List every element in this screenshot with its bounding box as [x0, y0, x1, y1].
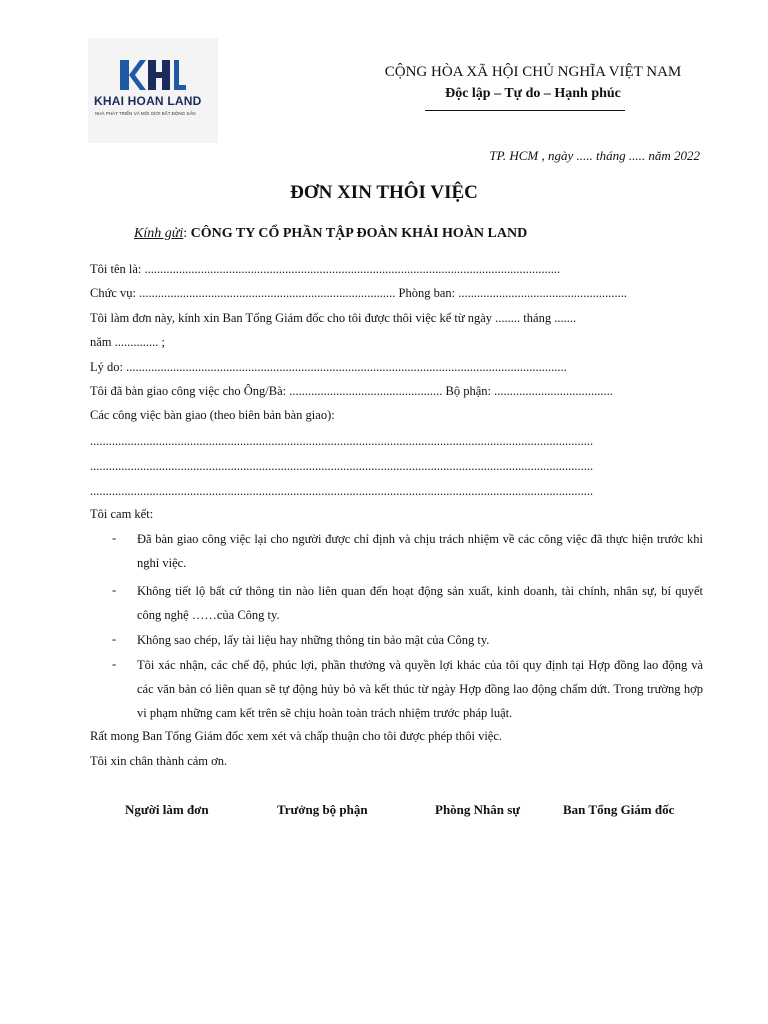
closing-request: Rất mong Ban Tổng Giám đốc xem xét và chấp thuận cho tôi được phép thôi việc.: [90, 729, 503, 743]
document-title: ĐƠN XIN THÔI VIỆC: [290, 182, 478, 203]
dotted-line-3: .................................................................................................................................................................: [90, 484, 594, 498]
commit-item-1: Đã bàn giao công việc lại cho người được chỉ định và chịu trách nhiệm về các công việc đã thực hiện trước khi nghỉ việc.: [137, 532, 703, 570]
bullet-dash: -: [112, 583, 117, 597]
khl-logo-mark-icon: [120, 58, 186, 92]
signature-department-head: Trưởng bộ phận: [277, 802, 368, 817]
closing-thanks: Tôi xin chân thành cảm ơn.: [90, 754, 228, 768]
logo-tagline: NHÀ PHÁT TRIỂN VÀ MÔI GIỚI BẤT ĐỘNG SẢN: [95, 111, 196, 116]
commit-label: Tôi cam kết:: [90, 507, 154, 521]
signature-hr: Phòng Nhân sự: [435, 802, 521, 817]
resign-request-line: Tôi làm đơn này, kính xin Ban Tổng Giám đốc cho tôi được thôi việc kể từ ngày ........ tháng .......: [90, 311, 577, 325]
dotted-line-2: .................................................................................................................................................................: [90, 459, 594, 473]
recipient-company: CÔNG TY CỔ PHẦN TẬP ĐOÀN KHẢI HOÀN LAND: [190, 226, 528, 241]
dotted-line-1: .................................................................................................................................................................: [90, 434, 594, 448]
motto-underline: [425, 110, 625, 111]
reason-field: Lý do: .............................................................................................................................................: [90, 360, 567, 374]
recipient-label: Kính gửi: [134, 226, 184, 241]
year-line: năm .............. ;: [90, 335, 165, 349]
bullet-dash: -: [112, 657, 117, 671]
commit-item-3: Không sao chép, lấy tài liệu hay những thông tin bảo mật của Công ty.: [137, 633, 490, 647]
name-field: Tôi tên là: .....................................................................................................................................: [90, 262, 561, 276]
position-department-field: Chức vụ: .................................................................................. Phòng ban: ......................................................: [90, 286, 627, 300]
national-motto: Độc lập – Tự do – Hạnh phúc: [445, 86, 621, 101]
recipient-line: Kính gửi: CÔNG TY CỔ PHẦN TẬP ĐOÀN KHẢI HOÀN LAND: [134, 226, 528, 241]
signature-applicant: Người làm đơn: [125, 802, 209, 817]
place-date-line: TP. HCM , ngày ..... tháng ..... năm 2022: [489, 148, 700, 163]
commit-item-4: Tôi xác nhận, các chế độ, phúc lợi, phần thưởng và quyền lợi khác của tôi quy định tại Hợp đồng lao động và các văn bản có liên quan sẽ tự động hủy bỏ và kết thúc từ ngày Hợp đồng lao động chấm dứt. Trong trường hợp vi phạm những cam kết trên sẽ chịu hoàn toàn trách nhiệm trước pháp luật.: [137, 658, 703, 720]
signature-board-director: Ban Tổng Giám đốc: [563, 802, 675, 817]
company-logo: [88, 38, 218, 143]
national-title: CỘNG HÒA XÃ HỘI CHỦ NGHĨA VIỆT NAM: [384, 64, 682, 80]
logo-brand-text: KHAI HOAN LAND: [94, 94, 202, 108]
handover-field: Tôi đã bàn giao công việc cho Ông/Bà: ................................................. Bộ phận: ......................................: [90, 384, 613, 398]
handover-tasks-label: Các công việc bàn giao (theo biên bản bàn giao):: [90, 408, 335, 422]
commit-item-2: Không tiết lộ bất cứ thông tin nào liên quan đến hoạt động sản xuất, kinh doanh, tài chính, nhân sự, bí quyết công nghệ ……của Công ty.: [137, 584, 703, 622]
bullet-dash: -: [112, 632, 117, 646]
bullet-dash: -: [112, 531, 117, 545]
